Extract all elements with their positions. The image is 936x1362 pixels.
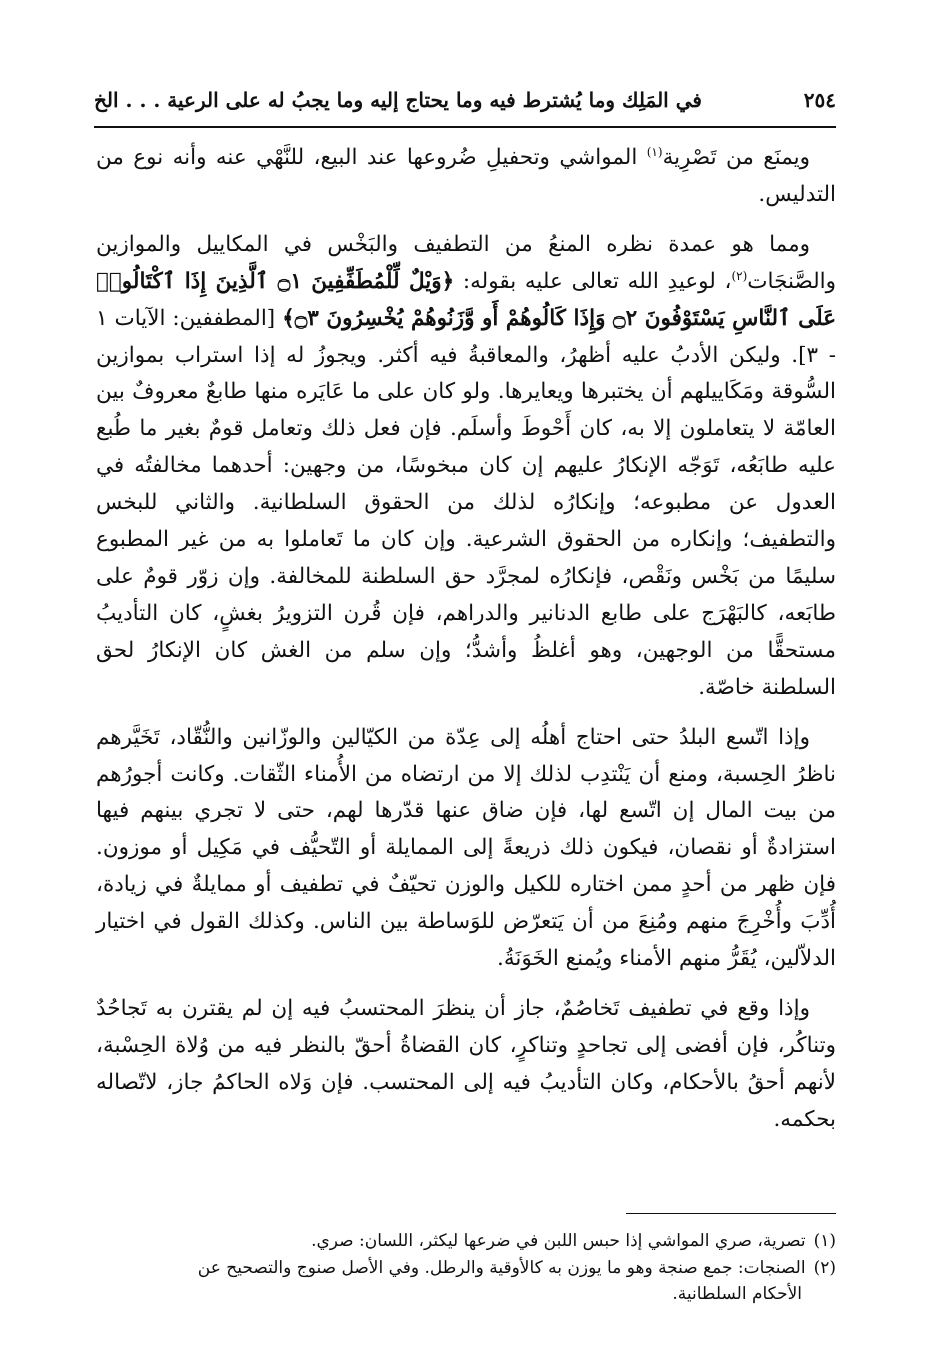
footnote-ref-2: (٢) bbox=[731, 268, 748, 283]
page-header bbox=[94, 88, 836, 122]
footnote-2 bbox=[96, 1255, 836, 1308]
paragraph-4: وإذا وقع في تطفيف تَخاصُمٌ، جاز أن ينظرَ المحتسبُ فيه إن لم يقترن به تَجاحُدٌ وتناكُر، فإن أفضى إلى تجاحدٍ وتناكرٍ، كان القضاةُ أحقّ بالنظر فيه من وُلاة الحِسْبة، لأنهم أحقُ بالأحكام، وكان التأديبُ فيه إلى المحتسب. فإن وَلاه الحاكمُ جاز، لاتّصاله بحكمه. bbox=[96, 995, 836, 1132]
footnote-text-continued: الأحكام السلطانية. bbox=[672, 1284, 802, 1304]
running-title: في المَلِك وما يُشترط فيه وما يحتاج إليه وما يجبُ له على الرعية . . . الخ bbox=[94, 88, 702, 112]
footnotes bbox=[96, 1228, 836, 1308]
header-rule bbox=[94, 126, 836, 128]
footnote-number: (٢) bbox=[813, 1257, 836, 1278]
paragraph-3: وإذا اتّسع البلدُ حتى احتاج أهلُه إلى عِدّة من الكيّالين والوزّانين والنُّقّاد، تَخَيَّرهم ناظرُ الحِسبة، ومنع أن يَنْتدِب لذلك إلا من ارتضاه من الأُمناء الثّقات. وكانت أجورُهم من بيت المال إن اتّسع لها، فإن ضاق عنها قدّرها لهم، حتى لا تجري بينهم فيها استزادةٌ أو نقصان، فيكون ذلك ذريعةً إلى الممايلة أو التّحيُّف في مَكِيل أو موزون. فإن ظهر من أحدٍ ممن اختاره للكيل والوزن تحيّفٌ في تطفيف أو ممايلةٌ في زيادة، أُدِّبَ وأُخْرِجَ منهم ومُنِعَ من أن يَتعرّض للوَساطة بين الناس. وكذلك القول في اختيار الدلاّلين، يُقَرُّ منهم الأمناء ويُمنع الخَوَنَةُ. bbox=[96, 724, 836, 972]
footnote-rule bbox=[626, 1213, 836, 1214]
paragraph-text: [المطففين: الآيات ١ - ٣]. وليكن الأدبُ عليه أظهرُ، والمعاقبةُ فيه أكثر. ويجوزُ له إذا استراب بموازين السُّوقة ومَكَاييلهم أن يختبرها ويعايرها. ولو كان على ما عَايَره منها طابعٌ معروفٌ بين العامّة لا يتعاملون إلا به، كان أَحْوطَ وأسلَم. فإن فعل ذلك وتعامل قومٌ بغير ما طُبع عليه طابَعُه، تَوَجّه الإنكارُ عليهم إن كان مبخوسًا، من وجهين: أحدهما مخالفتُه في العدول عن مطبوعه؛ وإنكارُه لذلك من الحقوق السلطانية. والثاني للبخس والتطفيف؛ وإنكاره من الحقوق الشرعية. وإن كان ما تَعاملوا به من غير المطبوع سليمًا من بَخْس ونَقْص، فإنكارُه لمجرَّد حق السلطنة للمخالفة. وإن زوّر قومٌ على طابَعه، كالبَهْرَج على طابع الدنانير والدراهم، فإن قُرن التزويرُ بغشٍ، كان التأديبُ مستحقًّا من الوجهين، وهو أغلظُ وأشدُّ؛ وإن سلم من الغش كان الإنكارُ لحق السلطنة خاصّة. bbox=[96, 305, 836, 700]
footnote-text: الصنجات: جمع صنجة وهو ما يوزن به كالأوقية والرطل. وفي الأصل صنوج والتصحيح عن bbox=[197, 1257, 806, 1278]
paragraph-2 bbox=[96, 227, 836, 707]
footnote-number: (١) bbox=[813, 1231, 836, 1251]
main-text bbox=[96, 140, 836, 1139]
footnote-text: تصرية، صري المواشي إذا حبس اللبن في ضرعها ليكثر، اللسان: صري. bbox=[311, 1231, 806, 1251]
paragraph-1 bbox=[96, 140, 836, 214]
paragraph-text: ، لوعيدِ الله تعالى عليه بقوله: bbox=[454, 268, 732, 294]
footnote-1 bbox=[96, 1228, 836, 1255]
page-number: ٢٥٤ bbox=[803, 88, 836, 112]
paragraph-text: المواشي وتحفيلِ ضُروعها عند البيع، للنَّهْي عنه وأنه نوع من التدليس. bbox=[96, 145, 836, 207]
footnote-ref-1: (١) bbox=[646, 144, 663, 159]
quran-verse: ﴿وَيْلٌ لِّلْمُطَفِّفِينَ ۝١ ٱلَّذِينَ إِذَا ٱكْتَالُوا۟ عَلَى ٱلنَّاسِ يَسْتَوْفُونَ ۝٢ وَإِذَا كَالُوهُمْ أَو وَّزَنُوهُمْ يُخْسِرُونَ ۝٣﴾ bbox=[96, 268, 837, 331]
paragraph-text: ويمنَع من تَصْرِية bbox=[662, 145, 810, 170]
paragraph-text: ومما هو عمدة نظره المنعُ من التطفيف والبَخْس في المكاييل والموازين والصَّنجَات bbox=[96, 231, 836, 294]
